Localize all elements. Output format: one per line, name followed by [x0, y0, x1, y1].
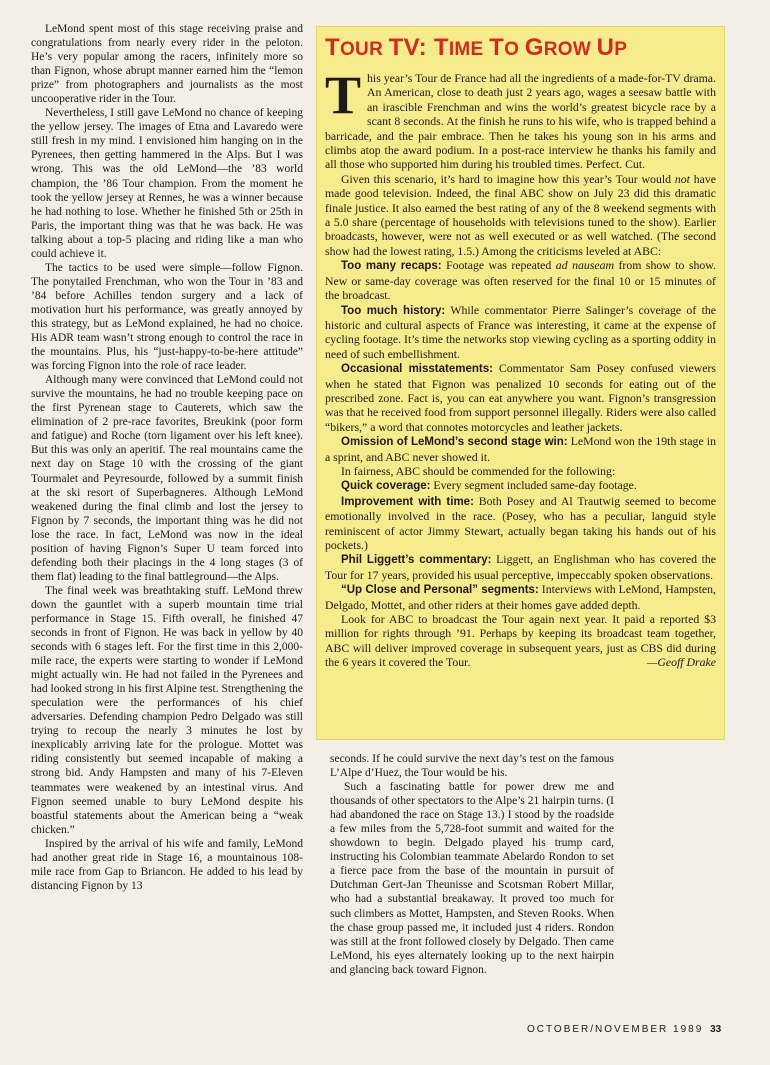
sidebar-title: TOUR TV: TIME TO GROW UP — [325, 34, 628, 61]
paragraph: Such a fascinating battle for power drew me and thousands of other spectators to the Alpe’s 21 hairpin turns. (I had abandoned the race on Stage 13.) I stood by the roadside a few miles from the 5,728-foot summit and waited for the showdown to begin. Delgado played his trump card, instructing his Colombian teammate Abelardo Rondon to set a fierce pace from the base of the mountain in pursuit of Dutchman Gert-Jan Theunisse and Scotsman Robert Millar, who had a substantial breakaway. It proved too much for such climbers as Mottet, Hampsten, and Steven Rooks. When the chase group passed me, it included just 4 riders. Rondon was still at the front followed closely by Delgado. Then came LeMond, his eyes alternately looking up to the next hairpin and glancing back toward Fignon. — [330, 781, 614, 976]
page-number: 33 — [710, 1024, 722, 1035]
right-column — [330, 752, 614, 977]
commendation-item: Phil Liggett’s commentary: Liggett, an Englishman who has covered the Tour for 17 years, provided his usual perceptive, impeccably spoken observations. — [325, 552, 716, 582]
criticism-item: Too much history: While commentator Pierre Salinger’s coverage of the historic and cultural aspects of France was interesting, it came at the expense of cycling footage. It’s time the networks stop viewing cycling as a sporting oddity in need of such embellishment. — [325, 302, 716, 361]
paragraph: Nevertheless, I still gave LeMond no chance of keeping the yellow jersey. The images of Etna and Lavaredo were still fresh in my mind. I envisioned him hanging on in the Pyrenees, then getting hammered in the Alps. But I was wrong. This was the old LeMond—the ’83 world champion, the ’86 Tour champion. From the moment he took the yellow jersey at Rennes, he was a winner because he had nothing to lose. Whether he finished 5th or 25th in Paris, the important thing was that he was back. He was talking about a top-5 placing and riding like a man who could achieve it. — [31, 107, 303, 260]
paragraph: seconds. If he could survive the next day’s test on the famous L’Alpe d’Huez, the Tour would be his. — [330, 753, 614, 780]
drop-cap: T — [325, 65, 362, 125]
issue-date: OCTOBER/NOVEMBER 1989 — [527, 1024, 704, 1035]
paragraph: The tactics to be used were simple—follow Fignon. The ponytailed Frenchman, who won the Tour in ’83 and ’84 before Achilles tendon surgery and a lack of motivation hurt his performance, was greatly annoyed by this strategy, but as LeMond explained, he had no choice. His ADR team wasn’t strong enough to control the race in the mountains. Plus, his “just-happy-to-be-here attitude” was forcing Fignon into the role of race leader. — [31, 261, 303, 373]
paragraph: The final week was breathtaking stuff. LeMond threw down the gauntlet with a superb mountain time trial performance in Stage 15. Fifth overall, he finished 47 seconds in front of Fignon. He was back in yellow by 40 seconds with 6 stages left. For the first time in this 2,000-mile race, the experts were starting to wonder if LeMond might actually win. He had not failed in the Pyrenees and had looked strong in his first Alpine test. Strengthening the speculation were the performances of his chief adversaries. Defending champion Pedro Delgado was still trying to recoup the nearly 3 minutes he lost by inexplicably arriving late for the prologue. Mottet was riding consistently but seemed incapable of making a strong bid. Andy Hampsten and many of his 7-Eleven teammates were weakened by an intestinal virus. And Fignon seemed unable to bury LeMond despite his boastful statements about the American being a “weak chicken.” — [31, 584, 303, 836]
criticism-item: Occasional misstatements: Commentator Sam Posey confused viewers when he stated that Fignon was penalized 10 seconds for eating out of the prescribed zone. Fact is, you can eat anywhere you want. Fignon’s transgression was that he received food from support personnel illegally. Riders were also called “bikers,” a word that connotes motorcycles and leather jackets. — [325, 361, 717, 434]
commendation-item: Quick coverage: Every segment included same-day footage. — [341, 478, 637, 493]
commendation-item: Improvement with time: Both Posey and Al Trautwig seemed to become emotionally involved in the race. (Posey, who has a peculiar, languid style reminiscent of actor Jimmy Stewart, actually began taking his hands out of his pockets.) — [325, 493, 716, 552]
sidebar-lead-paragraph: This year’s Tour de France had all the ingredients of a made-for-TV drama. An American, close to death just 2 years ago, wages a seesaw battle with an irascible Frenchman and wins the world’s greatest bicycle race by a scant 8 seconds. At the finish he runs to his wife, who is trapped behind a barricade, and the pair embrace. Then he takes his young son in his arms and climbs atop the award podium. In a post-race interview he thanks his family and all those who supported him during his troubled times. Perfect. Cut. — [325, 65, 716, 172]
paragraph: LeMond spent most of this stage receiving praise and congratulations from nearly every rider in the peloton. He’s very popular among the racers, infinitely more so than Fignon, whose abrupt manner earned him the “lemon prize” from photographers and journalists as the most uncooperative rider in the Tour. — [31, 23, 303, 106]
sidebar-paragraph: Look for ABC to broadcast the Tour again next year. It paid a reported $3 million for rights through ’91. Perhaps by keeping its broadcast team together, ABC will deliver improved coverage in subsequent years, just as CBS did during the 6 years it covered the Tour. —Geoff Drake — [325, 612, 716, 670]
byline: —Geoff Drake — [646, 655, 716, 670]
sidebar-paragraph: Given this scenario, it’s hard to imagine how this year’s Tour would not have made good television. Indeed, the final ABC show on July 23 did this dramatic finale justice. It also earned the best rating of any of the 8 weekend segments with a 5.0 share (percentage of households with televisions tuned to the show). Earlier broadcasts, however, were not as well executed or as well watched. (The second show had the lowest rating, 1.5.) Among the criticisms leveled at ABC: — [325, 171, 716, 258]
criticism-item: Too many recaps: Footage was repeated ad nauseam from show to show. New or same-day coverage was often reserved for the final 10 or 15 minutes of the broadcast. — [325, 258, 716, 303]
page-footer — [527, 1024, 721, 1035]
sidebar-box — [316, 26, 725, 740]
criticism-item: Omission of LeMond’s second stage win: LeMond won the 19th stage in a sprint, and ABC never showed it. — [325, 434, 716, 464]
sidebar-paragraph: In fairness, ABC should be commended for the following: — [341, 463, 616, 478]
sidebar-body — [325, 65, 717, 670]
paragraph: Although many were convinced that LeMond could not survive the mountains, he had no trouble keeping pace on the first Pyrenean stage to Cauterets, which saw the elimination of 2 pre-race favorites, Breukink (poor form and fatigue) and Roche (torn ligament over his left knee). But this was only an aperitif. The real mountains came the next day on Stage 10 with the crossing of the giant Tourmalet and Peyresourde, followed by a summit finish at the ski resort of Superbagneres. Although LeMond weakened during the final climb and lost the jersey to Fignon by 7 seconds, the important thing was he did not lose the race. In fact, LeMond was now in the ideal position of having Fignon’s Super U team forced into defending both their placings in the 4 long stages (3 of them flat) leading to the final battleground—the Alps. — [31, 374, 303, 583]
commendation-item: “Up Close and Personal” segments: Interviews with LeMond, Hampsten, Delgado, Mottet, and other riders at their homes gave added depth. — [325, 582, 717, 612]
paragraph: Inspired by the arrival of his wife and family, LeMond had another great ride in Stage 16, a mountainous 108-mile race from Gap to Briancon. He added to his lead by distancing Fignon by 13 — [31, 837, 303, 892]
left-column — [31, 22, 303, 893]
